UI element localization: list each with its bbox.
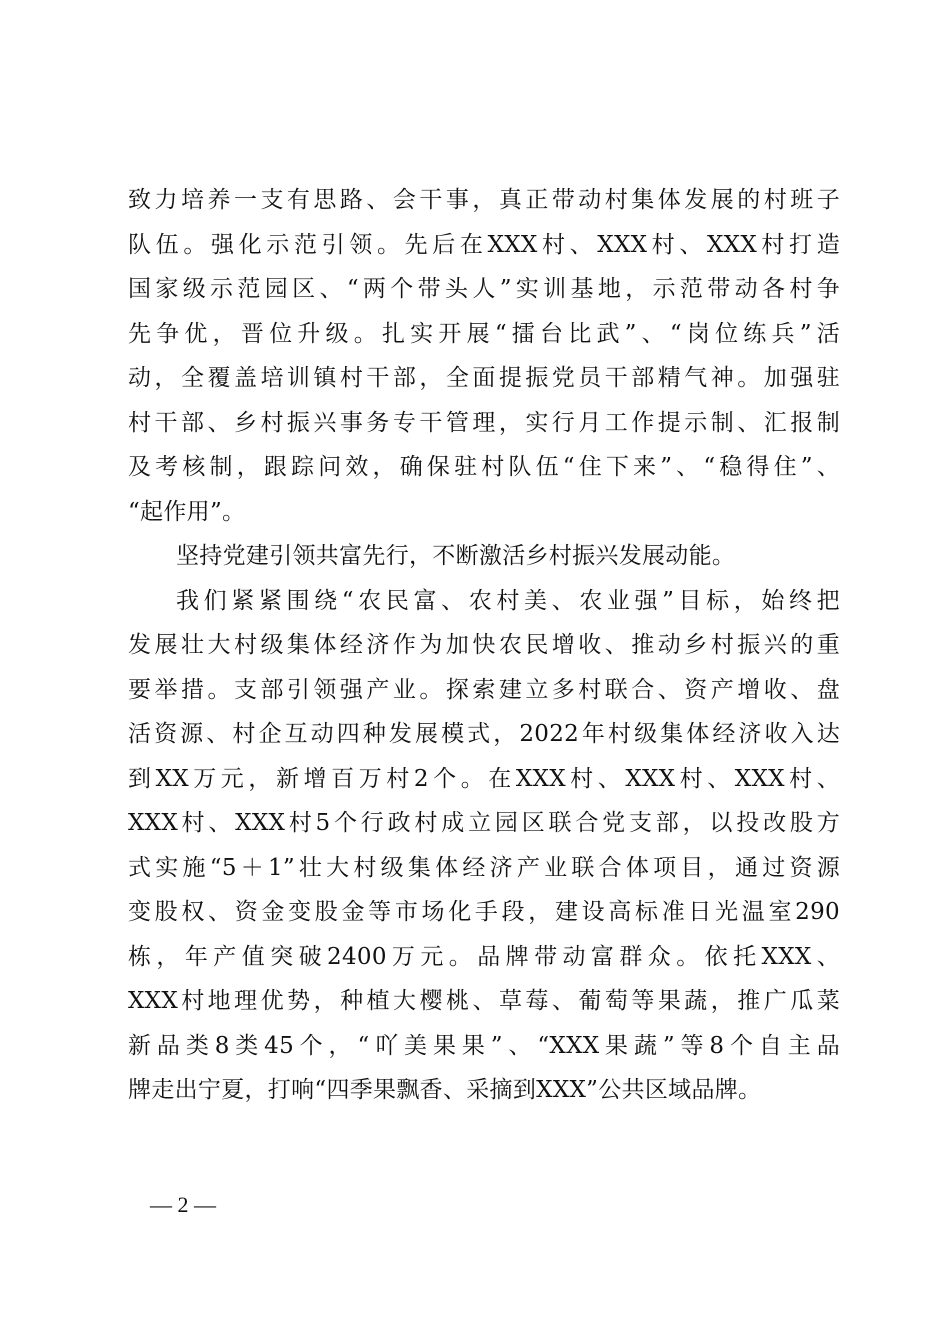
- text-line: 我们紧紧围绕“农民富、农村美、农业强”目标，始终把: [176, 587, 840, 614]
- text-line: 及考核制，跟踪问效，确保驻村队伍“住下来”、“稳得住”、: [128, 454, 840, 480]
- text-line: XXX村地理优势，种植大樱桃、草莓、葡萄等果蔬，推广瓜菜: [128, 988, 840, 1014]
- text-line: “起作用”。: [128, 498, 246, 525]
- section-heading: 坚持党建引领共富先行，不断激活乡村振兴发展动能。: [176, 543, 736, 569]
- text-line: 致力培养一支有思路、会干事，真正带动村集体发展的村班子: [128, 187, 840, 213]
- text-line: 牌走出宁夏，打响“四季果飘香、采摘到XXX”公共区域品牌。: [128, 1077, 762, 1103]
- text-line: XXX村、XXX村5个行政村成立园区联合党支部，以投改股方: [128, 810, 840, 836]
- text-line: 动，全覆盖培训镇村干部，全面提振党员干部精气神。加强驻: [128, 365, 840, 391]
- text-line: 先争优，晋位升级。扎实开展“擂台比武”、“岗位练兵”活: [128, 320, 840, 347]
- text-line: 村干部、乡村振兴事务专干管理，实行月工作提示制、汇报制: [128, 409, 840, 436]
- text-line: 队伍。强化示范引领。先后在XXX村、XXX村、XXX村打造: [128, 231, 840, 258]
- text-line: 新品类8类45个，“吖美果果”、“XXX果蔬”等8个自主品: [128, 1032, 840, 1059]
- body-text: [128, 178, 840, 1113]
- text-line: 发展壮大村级集体经济作为加快农民增收、推动乡村振兴的重: [128, 632, 840, 658]
- text-line: 栋，年产值突破2400万元。品牌带动富群众。依托XXX、: [128, 943, 840, 970]
- text-line: 式实施“5＋1”壮大村级集体经济产业联合体项目，通过资源: [128, 854, 840, 881]
- text-line: 国家级示范园区、“两个带头人”实训基地，示范带动各村争: [128, 276, 840, 302]
- page-number: — 2 —: [150, 1192, 216, 1217]
- text-line: 到XX万元，新增百万村2个。在XXX村、XXX村、XXX村、: [128, 765, 840, 792]
- text-line: 变股权、资金变股金等市场化手段，建设高标准日光温室290: [128, 899, 840, 925]
- text-line: 活资源、村企互动四种发展模式，2022年村级集体经济收入达: [128, 721, 840, 747]
- text-line: 要举措。支部引领强产业。探索建立多村联合、资产增收、盘: [128, 676, 840, 703]
